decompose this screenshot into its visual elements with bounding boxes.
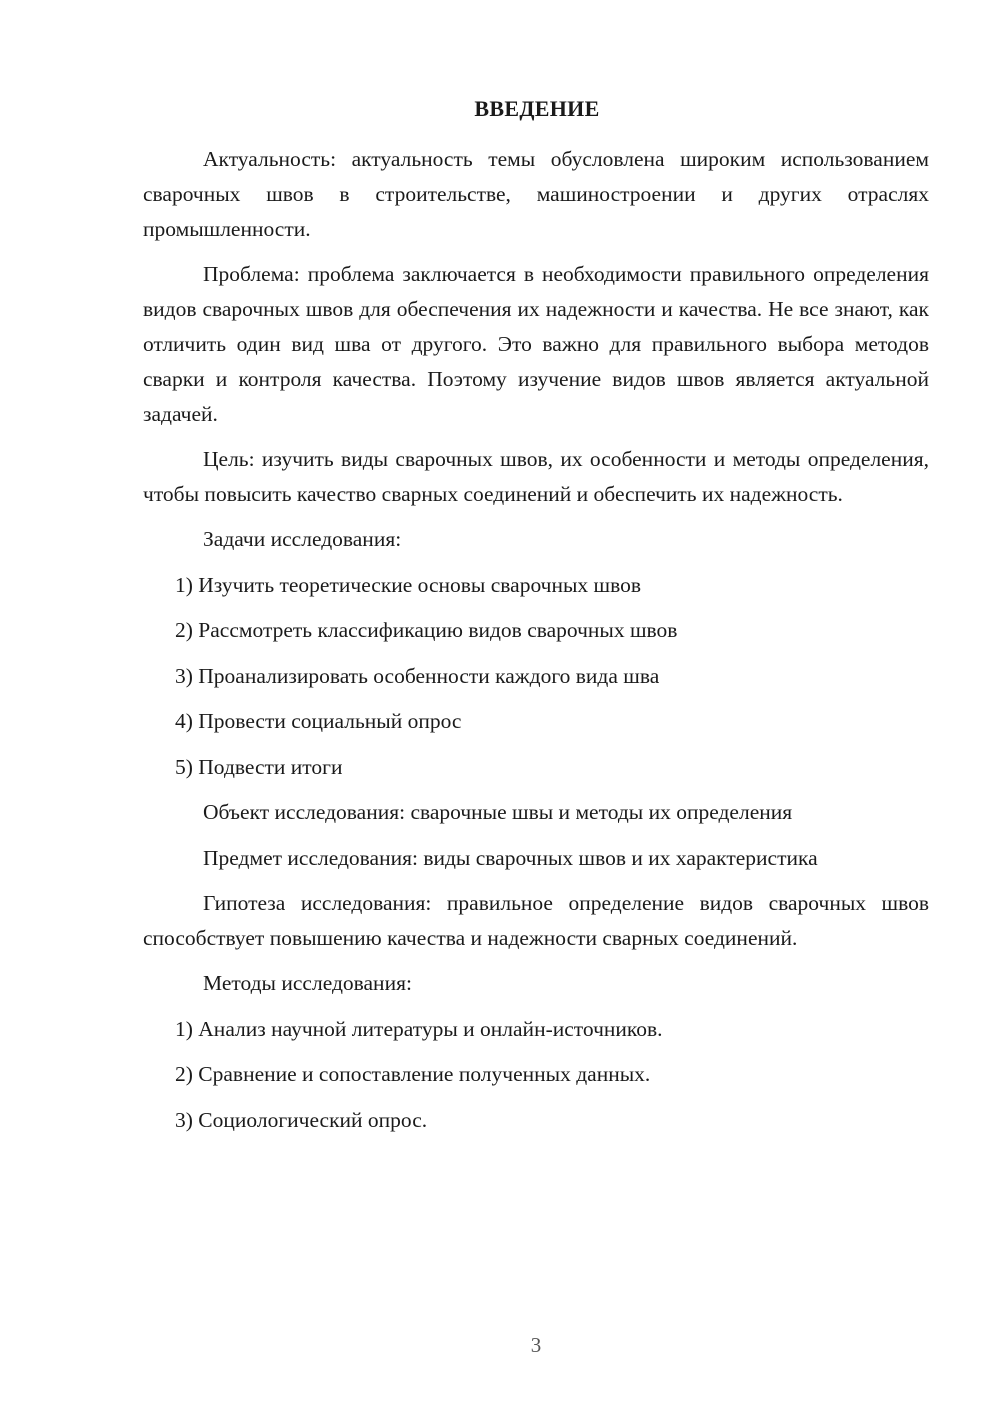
page-number: 3 xyxy=(530,1333,542,1357)
task-item: 4) Провести социальный опрос xyxy=(175,709,462,733)
page-title: ВВЕДЕНИЕ xyxy=(474,96,600,121)
task-item: 2) Рассмотреть классификацию видов сварочных швов xyxy=(175,618,678,642)
object-line: Объект исследования: сварочные швы и методы их определения xyxy=(203,800,793,824)
task-item: 1) Изучить теоретические основы сварочных швов xyxy=(175,572,641,597)
task-item: 3) Проанализировать особенности каждого вида шва xyxy=(175,663,660,688)
hypothesis-paragraph: Гипотеза исследования: правильное определение видов сварочных швов способствует повышению качества и надежности сварных соединений. xyxy=(143,891,929,950)
tasks-heading: Задачи исследования: xyxy=(203,527,402,551)
problem-paragraph: Проблема: проблема заключается в необходимости правильного определения видов сварочных швов для обеспечения их надежности и качества. Не все знают, как отличить один вид шва от другого. Это важно для правильного выбора методов сварки и контроля качества. Поэтому изучение видов швов является актуальной задачей. xyxy=(143,262,929,426)
method-item: 1) Анализ научной литературы и онлайн-источников. xyxy=(175,1016,663,1041)
methods-heading: Методы исследования: xyxy=(203,971,412,995)
subject-line: Предмет исследования: виды сварочных швов и их характеристика xyxy=(203,845,818,870)
method-item: 3) Социологический опрос. xyxy=(175,1107,428,1132)
method-item: 2) Сравнение и сопоставление полученных данных. xyxy=(175,1062,651,1086)
document-body xyxy=(143,142,929,1148)
relevance-paragraph: Актуальность: актуальность темы обусловлена широким использованием сварочных швов в строительстве, машиностроении и других отраслях промышленности. xyxy=(143,147,929,241)
task-item: 5) Подвести итоги xyxy=(175,754,343,779)
goal-paragraph: Цель: изучить виды сварочных швов, их особенности и методы определения, чтобы повысить качество сварных соединений и обеспечить их надежность. xyxy=(143,447,929,506)
